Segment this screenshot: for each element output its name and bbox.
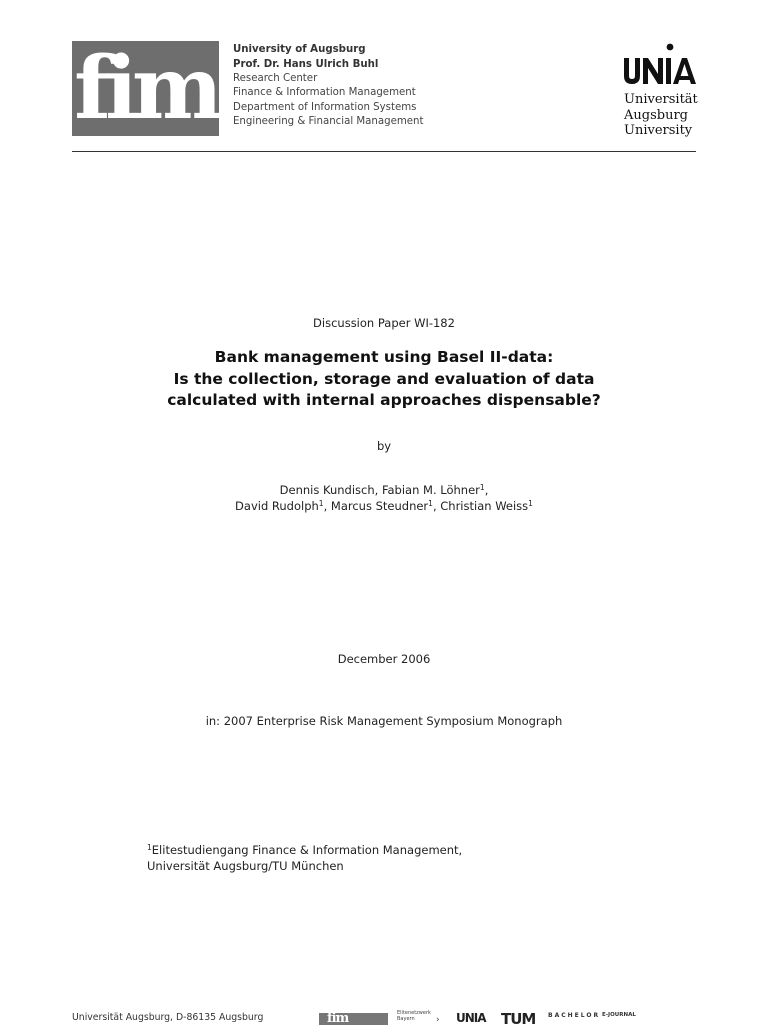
header-divider bbox=[72, 151, 696, 152]
footer-tum-logo: TUM bbox=[501, 1010, 536, 1028]
university-logo-text bbox=[624, 92, 698, 139]
author-name: Fabian M. Löhner bbox=[381, 483, 480, 497]
footnote-mark: 1 bbox=[147, 843, 152, 852]
chevron-right-icon: › bbox=[436, 1015, 440, 1025]
title-line-3: calculated with internal approaches dispensable? bbox=[167, 391, 601, 409]
footer-address: Universität Augsburg, D-86135 Augsburg bbox=[72, 1012, 264, 1023]
affiliation-mark: 1 bbox=[318, 498, 324, 508]
research-center-line2: Finance & Information Management bbox=[233, 86, 416, 98]
affiliation-footnote bbox=[147, 843, 462, 874]
department-line1: Department of Information Systems bbox=[233, 102, 417, 113]
affiliation-mark: 1 bbox=[479, 483, 485, 492]
department-line2: Engineering & Financial Management bbox=[233, 115, 424, 127]
by-label: by bbox=[376, 439, 392, 453]
footer-unia-logo: UNIA bbox=[456, 1011, 486, 1025]
authors-line-1: Dennis Kundisch, Fabian M. Löhner$^1$, bbox=[279, 483, 489, 497]
author-name: David Rudolph bbox=[235, 498, 319, 513]
affiliation-mark: 1 bbox=[428, 498, 433, 508]
title-line-2: Is the collection, storage and evaluation of data bbox=[173, 369, 595, 388]
university-name: University of Augsburg bbox=[233, 44, 366, 55]
published-in: in: 2007 Enterprise Risk Management Symposium Monograph bbox=[205, 714, 563, 728]
affiliation-mark: 1 bbox=[528, 498, 533, 508]
title-line-1: Bank management using Basel II-data: bbox=[214, 348, 554, 366]
uni-logo-line-3: University bbox=[624, 123, 693, 138]
footer-network-logo: Elitenetzwerk Bayern bbox=[397, 1010, 431, 1022]
paper-series: Discussion Paper WI-182 bbox=[313, 316, 455, 330]
author-name: Dennis Kundisch bbox=[279, 483, 375, 497]
publication-date: December 2006 bbox=[337, 652, 431, 666]
footnote-line-2: Universität Augsburg/TU München bbox=[147, 858, 344, 873]
authors-line-2: David Rudolph$^1$, Marcus Steudner$^1$, Christian Weiss$^1$ bbox=[235, 498, 533, 513]
footnote-line-1: Elitestudiengang Finance & Information Management, bbox=[151, 843, 463, 857]
author-name: Christian Weiss bbox=[440, 498, 529, 513]
footer-fim-logo: fim bbox=[319, 1013, 388, 1025]
footer-ejournal-logo: E-JOURNAL bbox=[602, 1012, 636, 1018]
author-list bbox=[0, 483, 768, 514]
author-name: Marcus Steudner bbox=[330, 498, 429, 513]
fim-logo bbox=[72, 37, 219, 139]
footer-logo-strip bbox=[318, 1010, 648, 1028]
paper-title bbox=[0, 347, 768, 412]
institution-info bbox=[233, 42, 424, 128]
professor-name: Prof. Dr. Hans Ulrich Buhl bbox=[233, 59, 379, 70]
fim-logo-text: fim bbox=[74, 37, 217, 139]
uni-logo-line-2: Augsburg bbox=[624, 107, 688, 123]
research-center-line1: Research Center bbox=[233, 73, 318, 84]
uni-logo-line-1: Universität bbox=[624, 92, 698, 107]
footer-bachelor-logo: BACHELOR bbox=[548, 1012, 601, 1019]
unia-mark-icon bbox=[620, 42, 700, 90]
